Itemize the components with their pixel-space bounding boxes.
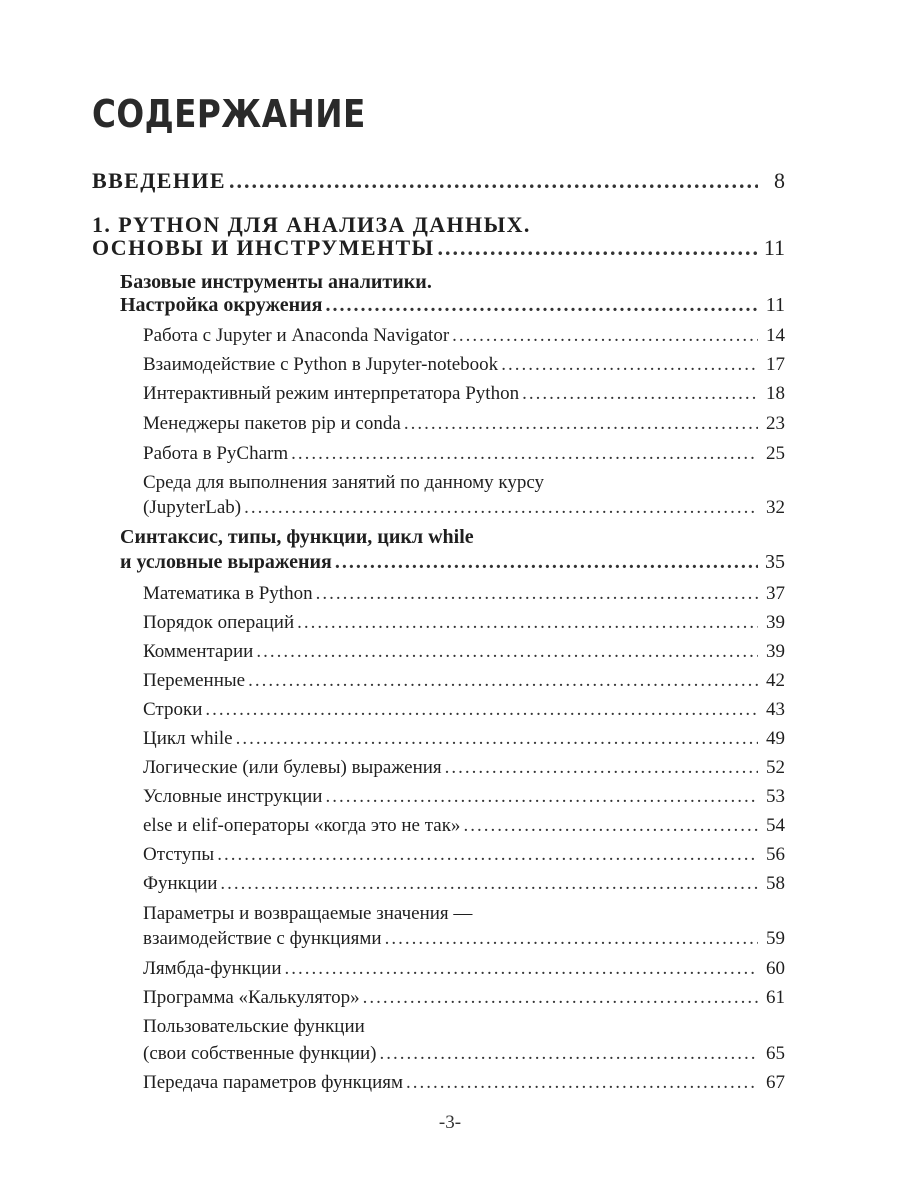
dot-leader (406, 1072, 758, 1094)
dot-leader (522, 383, 758, 405)
toc-entry-page-number: 43 (766, 699, 785, 720)
page-title: СОДЕРЖАНИЕ (92, 92, 366, 136)
toc-entry-page-number: 53 (766, 786, 785, 807)
toc-entry-page-number: 59 (766, 928, 785, 949)
toc-entry-title: Работа в PyCharm (143, 443, 289, 464)
toc-entry-page-number: 8 (774, 168, 785, 193)
toc-entry-page-number: 35 (765, 551, 785, 573)
toc-entry-page-number: 54 (766, 815, 785, 836)
toc-entry-page-number: 23 (766, 413, 785, 434)
toc-entry-title: Комментарии (143, 641, 254, 662)
toc-entry-title: Функции (143, 873, 218, 894)
dot-leader (335, 551, 758, 574)
toc-entry-page-number: 65 (766, 1043, 785, 1064)
toc-entry-title: Пользовательские функции (143, 1016, 365, 1037)
dot-leader (236, 728, 758, 750)
dot-leader (463, 815, 758, 837)
toc-entry-title: Логические (или булевы) выражения (143, 757, 442, 778)
toc-entry-page-number: 18 (766, 383, 785, 404)
dot-leader (385, 928, 758, 950)
toc-entry-page-number: 17 (766, 354, 785, 375)
dot-leader (452, 325, 758, 347)
toc-entry-page-number: 56 (766, 844, 785, 865)
toc-entry-page-number: 58 (766, 873, 785, 894)
toc-entry-page-number: 60 (766, 958, 785, 979)
toc-entry-page-number: 11 (765, 294, 785, 316)
toc-entry-title: Взаимодействие с Python в Jupyter-notebook (143, 354, 499, 375)
dot-leader (325, 786, 758, 808)
toc-entry-title: Порядок операций (143, 612, 295, 633)
toc-entry-page-number: 11 (763, 235, 785, 260)
dot-leader (244, 497, 758, 519)
page-number: -3- (438, 1112, 462, 1133)
toc-entry-title: Синтаксис, типы, функции, цикл while (120, 526, 474, 548)
dot-leader (220, 873, 758, 895)
toc-entry-page-number: 39 (766, 612, 785, 633)
toc-entry-title: else и elif-операторы «когда это не так» (143, 815, 461, 836)
toc-entry-title: Программа «Калькулятор» (143, 987, 360, 1008)
toc-entry-title: Условные инструкции (143, 786, 323, 807)
toc-entry-title: (свои собственные функции) (143, 1043, 377, 1064)
dot-leader (285, 958, 758, 980)
toc-entry-page-number: 61 (766, 987, 785, 1008)
dot-leader (205, 699, 758, 721)
toc-entry-title: Настройка окружения (120, 294, 323, 316)
dot-leader (229, 168, 758, 194)
toc-entry-title: ВВЕДЕНИЕ (92, 168, 226, 193)
dot-leader (316, 583, 758, 605)
dot-leader (256, 641, 758, 663)
toc-entry-title: Цикл while (143, 728, 233, 749)
toc-entry-title: взаимодействие с функциями (143, 928, 382, 949)
toc-entry-title: Базовые инструменты аналитики. (120, 271, 432, 293)
dot-leader (297, 612, 758, 634)
toc-entry-page-number: 42 (766, 670, 785, 691)
toc-entry-title: Отступы (143, 844, 215, 865)
dot-leader (291, 443, 758, 465)
dot-leader (363, 987, 758, 1009)
toc-entry-title: Интерактивный режим интерпретатора Python (143, 383, 520, 404)
toc-entry-page-number: 49 (766, 728, 785, 749)
toc-entry-page-number: 37 (766, 583, 785, 604)
toc-entry-page-number: 32 (766, 497, 785, 518)
toc-entry-page-number: 14 (766, 325, 785, 346)
toc-entry-page-number: 52 (766, 757, 785, 778)
toc-entry-title: (JupyterLab) (143, 497, 242, 518)
toc-entry-title: Математика в Python (143, 583, 313, 604)
toc-entry-title: Среда для выполнения занятий по данному курсу (143, 472, 545, 493)
toc-entry-title: и условные выражения (120, 551, 332, 573)
toc-entry-page-number: 25 (766, 443, 785, 464)
dot-leader (438, 235, 758, 261)
toc-entry-title: Менеджеры пакетов pip и conda (143, 413, 401, 434)
dot-leader (217, 844, 758, 866)
toc-entry-title: Работа с Jupyter и Anaconda Navigator (143, 325, 450, 346)
toc-entry-title: Передача параметров функциям (143, 1072, 403, 1093)
toc-entry-page-number: 39 (766, 641, 785, 662)
toc-entry-title: Лямбда-функции (143, 958, 282, 979)
toc-entry-title: Параметры и возвращаемые значения — (143, 903, 473, 924)
toc-entry-title: ОСНОВЫ И ИНСТРУМЕНТЫ (92, 235, 435, 260)
dot-leader (380, 1043, 758, 1065)
dot-leader (404, 413, 758, 435)
dot-leader (325, 294, 758, 317)
toc-entry-page-number: 67 (766, 1072, 785, 1093)
toc-entry-title: Переменные (143, 670, 246, 691)
dot-leader (248, 670, 758, 692)
dot-leader (501, 354, 758, 376)
toc-entry-title: 1. PYTHON ДЛЯ АНАЛИЗА ДАННЫХ. (92, 212, 531, 237)
dot-leader (445, 757, 758, 779)
toc-entry-title: Строки (143, 699, 203, 720)
